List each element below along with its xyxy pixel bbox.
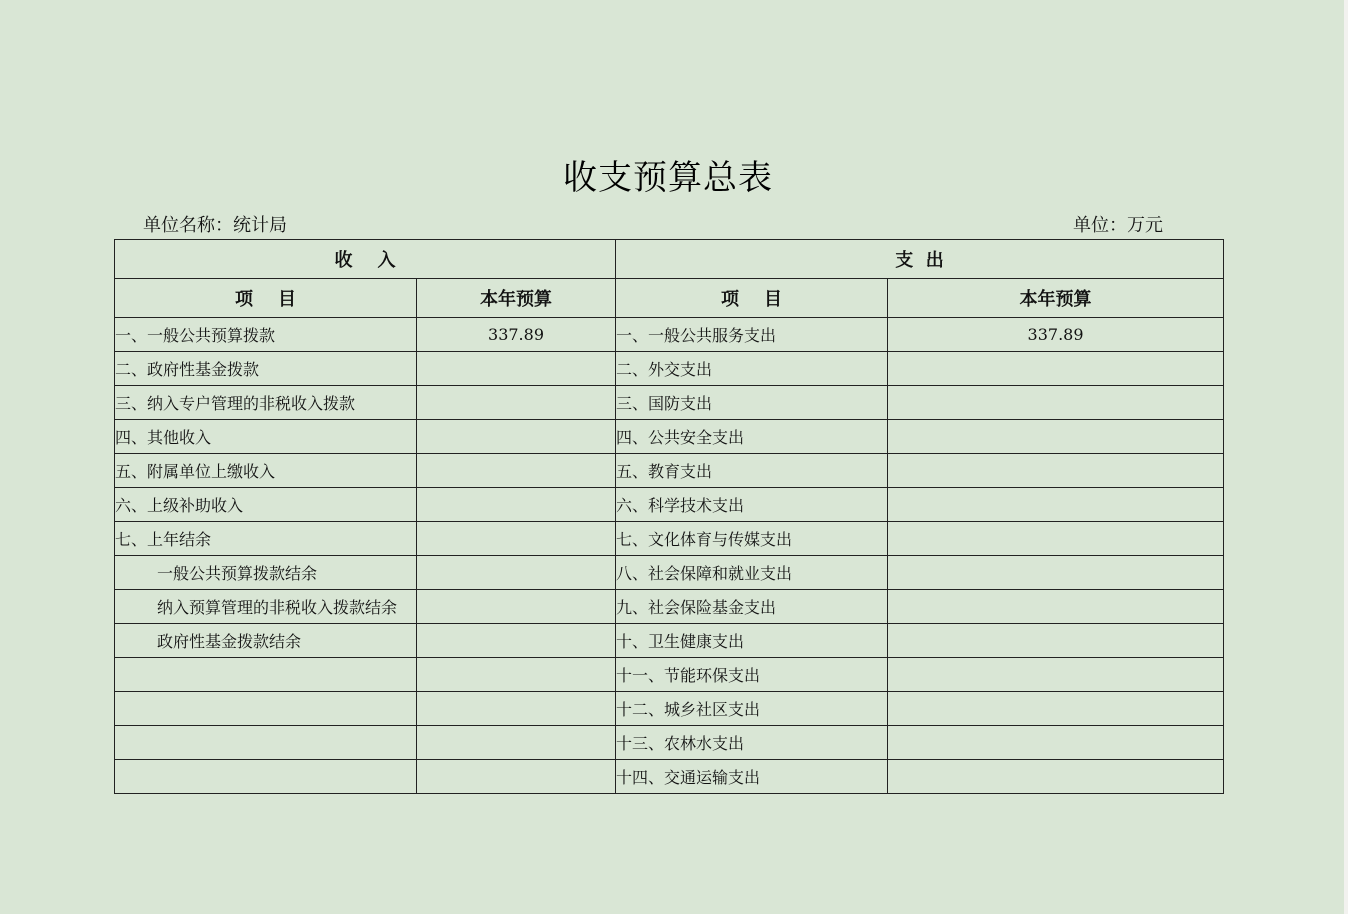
income-value-cell bbox=[417, 454, 616, 488]
table-row bbox=[115, 760, 1224, 794]
income-item-cell: 五、附属单位上缴收入 bbox=[115, 454, 417, 488]
expense-value-cell: 337.89 bbox=[888, 318, 1224, 352]
expense-value-cell bbox=[888, 624, 1224, 658]
expense-item-cell: 十二、城乡社区支出 bbox=[616, 692, 888, 726]
table-row bbox=[115, 420, 1224, 454]
expense-value-cell bbox=[888, 420, 1224, 454]
currency-unit-label: 单位：万元 bbox=[1073, 215, 1163, 236]
expense-item-cell: 一、一般公共服务支出 bbox=[616, 318, 888, 352]
table-row bbox=[115, 658, 1224, 692]
income-item-cell: 纳入预算管理的非税收入拨款结余 bbox=[115, 590, 417, 624]
expense-section-header: 支 出 bbox=[616, 240, 1224, 279]
income-item-cell: 六、上级补助收入 bbox=[115, 488, 417, 522]
income-budget-column-header: 本年预算 bbox=[417, 279, 616, 318]
income-item-column-header: 项 目 bbox=[115, 279, 417, 318]
table-row bbox=[115, 624, 1224, 658]
budget-table bbox=[114, 239, 1224, 794]
income-item-cell: 一般公共预算拨款结余 bbox=[115, 556, 417, 590]
income-value-cell bbox=[417, 386, 616, 420]
income-value-cell bbox=[417, 590, 616, 624]
table-row bbox=[115, 522, 1224, 556]
income-value-cell: 337.89 bbox=[417, 318, 616, 352]
expense-value-cell bbox=[888, 760, 1224, 794]
expense-item-cell: 十、卫生健康支出 bbox=[616, 624, 888, 658]
income-item-cell: 一、一般公共预算拨款 bbox=[115, 318, 417, 352]
table-row bbox=[115, 318, 1224, 352]
table-row bbox=[115, 726, 1224, 760]
income-item-cell: 七、上年结余 bbox=[115, 522, 417, 556]
expense-value-cell bbox=[888, 692, 1224, 726]
expense-value-cell bbox=[888, 556, 1224, 590]
expense-value-cell bbox=[888, 590, 1224, 624]
income-value-cell bbox=[417, 692, 616, 726]
expense-value-cell bbox=[888, 386, 1224, 420]
income-item-cell: 四、其他收入 bbox=[115, 420, 417, 454]
income-item-cell: 三、纳入专户管理的非税收入拨款 bbox=[115, 386, 417, 420]
income-value-cell bbox=[417, 658, 616, 692]
table-row bbox=[115, 556, 1224, 590]
income-item-cell: 政府性基金拨款结余 bbox=[115, 624, 417, 658]
expense-item-cell: 五、教育支出 bbox=[616, 454, 888, 488]
income-item-cell bbox=[115, 726, 417, 760]
income-value-cell bbox=[417, 352, 616, 386]
income-value-cell bbox=[417, 726, 616, 760]
income-item-cell bbox=[115, 692, 417, 726]
income-value-cell bbox=[417, 488, 616, 522]
income-value-cell bbox=[417, 556, 616, 590]
expense-item-cell: 三、国防支出 bbox=[616, 386, 888, 420]
expense-value-cell bbox=[888, 488, 1224, 522]
income-value-cell bbox=[417, 522, 616, 556]
expense-item-cell: 十四、交通运输支出 bbox=[616, 760, 888, 794]
expense-value-cell bbox=[888, 726, 1224, 760]
expense-budget-column-header: 本年预算 bbox=[888, 279, 1224, 318]
expense-value-cell bbox=[888, 522, 1224, 556]
income-item-cell bbox=[115, 658, 417, 692]
table-row bbox=[115, 488, 1224, 522]
expense-item-cell: 六、科学技术支出 bbox=[616, 488, 888, 522]
expense-item-cell: 九、社会保险基金支出 bbox=[616, 590, 888, 624]
expense-value-cell bbox=[888, 454, 1224, 488]
income-item-cell bbox=[115, 760, 417, 794]
income-value-cell bbox=[417, 420, 616, 454]
expense-value-cell bbox=[888, 352, 1224, 386]
income-value-cell bbox=[417, 624, 616, 658]
table-row bbox=[115, 454, 1224, 488]
unit-name-label: 单位名称：统计局 bbox=[143, 215, 287, 236]
table-row bbox=[115, 590, 1224, 624]
expense-item-cell: 四、公共安全支出 bbox=[616, 420, 888, 454]
page-edge bbox=[1344, 0, 1348, 914]
expense-item-cell: 七、文化体育与传媒支出 bbox=[616, 522, 888, 556]
expense-value-cell bbox=[888, 658, 1224, 692]
expense-item-cell: 二、外交支出 bbox=[616, 352, 888, 386]
income-section-header: 收 入 bbox=[115, 240, 616, 279]
table-row bbox=[115, 352, 1224, 386]
table-row bbox=[115, 386, 1224, 420]
table-row bbox=[115, 692, 1224, 726]
income-item-cell: 二、政府性基金拨款 bbox=[115, 352, 417, 386]
expense-item-cell: 十一、节能环保支出 bbox=[616, 658, 888, 692]
income-value-cell bbox=[417, 760, 616, 794]
expense-item-cell: 十三、农林水支出 bbox=[616, 726, 888, 760]
expense-item-cell: 八、社会保障和就业支出 bbox=[616, 556, 888, 590]
expense-item-column-header: 项 目 bbox=[616, 279, 888, 318]
page-title: 收支预算总表 bbox=[563, 158, 773, 198]
